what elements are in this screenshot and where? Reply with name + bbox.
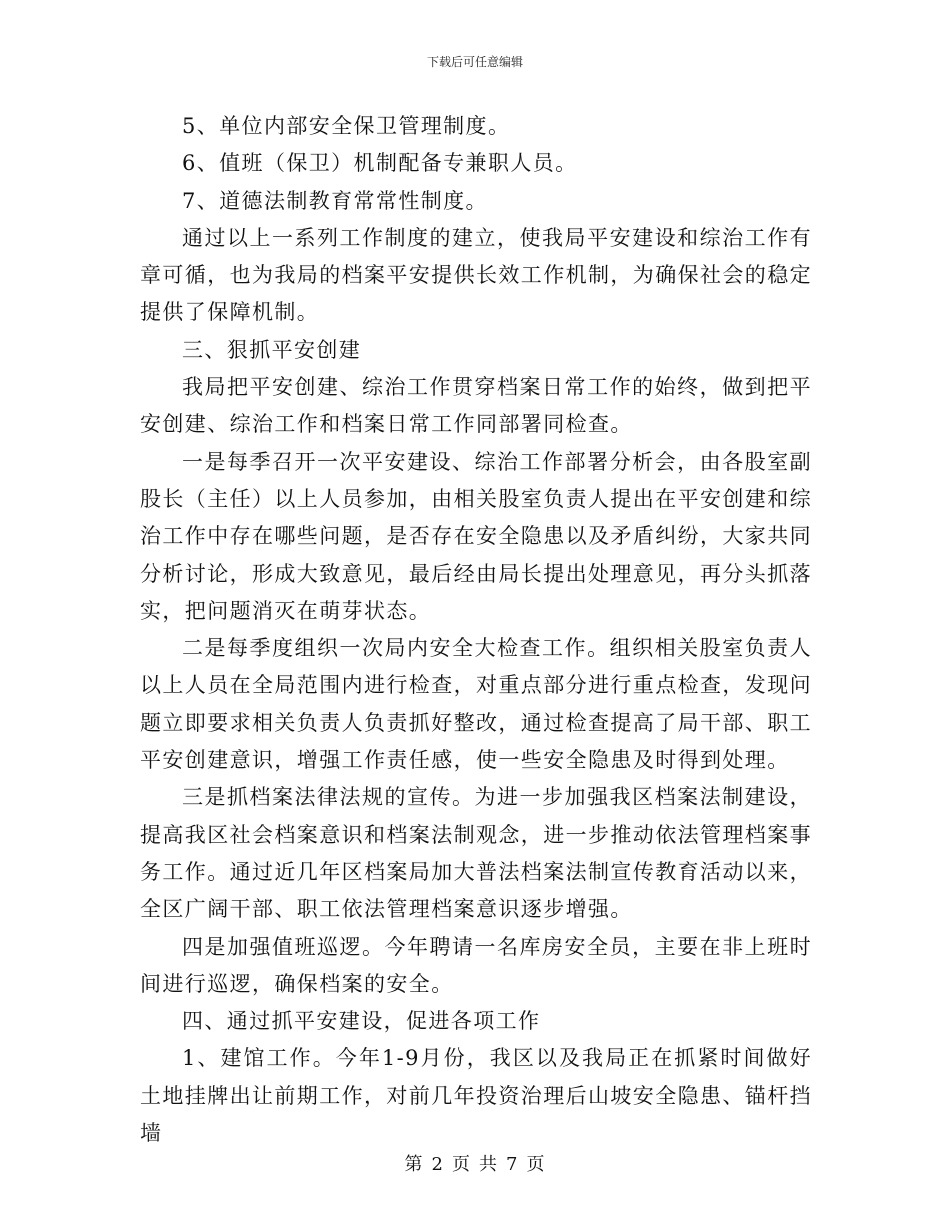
paragraph: 7、道德法制教育常常性制度。 (182, 188, 488, 213)
paragraph: 二是每季度组织一次局内安全大检查工作。组织相关股室负责人以上人员在全局范围内进行检查，对重点部分进行重点检查，发现问题立即要求相关负责人负责抓好整改，通过检查提高了局干部、职工平安创建意识，增强工作责任感，使一些安全隐患及时得到处理。 (140, 636, 812, 773)
paragraph: 5、单位内部安全保卫管理制度。 (182, 114, 511, 138)
footer-label-gong: 共 (479, 1154, 498, 1175)
page-footer (0, 1153, 950, 1177)
paragraph: 我局把平安创建、综治工作贯穿档案日常工作的始终，做到把平安创建、综治工作和档案日常工作同部署同检查。 (140, 375, 812, 437)
current-page-number: 2 (431, 1154, 444, 1175)
footer-label-di: 第 (404, 1154, 424, 1175)
paragraph: 四是加强值班巡逻。今年聘请一名库房安全员，主要在非上班时间进行巡逻，确保档案的安全。 (140, 934, 812, 996)
paragraph: 三是抓档案法律法规的宣传。为进一步加强我区档案法制建设，提高我区社会档案意识和档案法制观念，进一步推动依法管理档案事务工作。通过近几年区档案局加大普法档案法制宣传教育活动以来，全区广阔干部、职工依法管理档案意识逐步增强。 (140, 785, 812, 922)
paragraph: 1、建馆工作。今年1-9月份，我区以及我局正在抓紧时间做好土地挂牌出让前期工作，对前几年投资治理后山坡安全隐患、锚杆挡墙 (140, 1046, 812, 1146)
total-page-count: 7 (506, 1154, 519, 1175)
document-body (140, 108, 812, 1152)
section-heading: 四、通过抓平安建设，促进各项工作 (182, 1009, 541, 1034)
paragraph: 一是每季召开一次平安建设、综治工作部署分析会，由各股室副股长（主任）以上人员参加，由相关股室负责人提出在平安创建和综治工作中存在哪些问题，是否存在安全隐患以及矛盾纠纷，大家共同分析讨论，形成大致意见，最后经由局长提出处理意见，再分头抓落实，把问题消灭在萌芽状态。 (140, 449, 812, 623)
page-header: 下载后可任意编辑 (426, 55, 523, 69)
footer-label-ye2: 页 (526, 1154, 546, 1175)
paragraph: 6、值班（保卫）机制配备专兼职人员。 (182, 151, 578, 176)
paragraph: 通过以上一系列工作制度的建立，使我局平安建设和综治工作有章可循，也为我局的档案平安提供长效工作机制，为确保社会的稳定提供了保障机制。 (140, 225, 812, 325)
section-heading: 三、狠抓平安创建 (182, 337, 362, 362)
footer-label-ye: 页 (452, 1154, 471, 1175)
